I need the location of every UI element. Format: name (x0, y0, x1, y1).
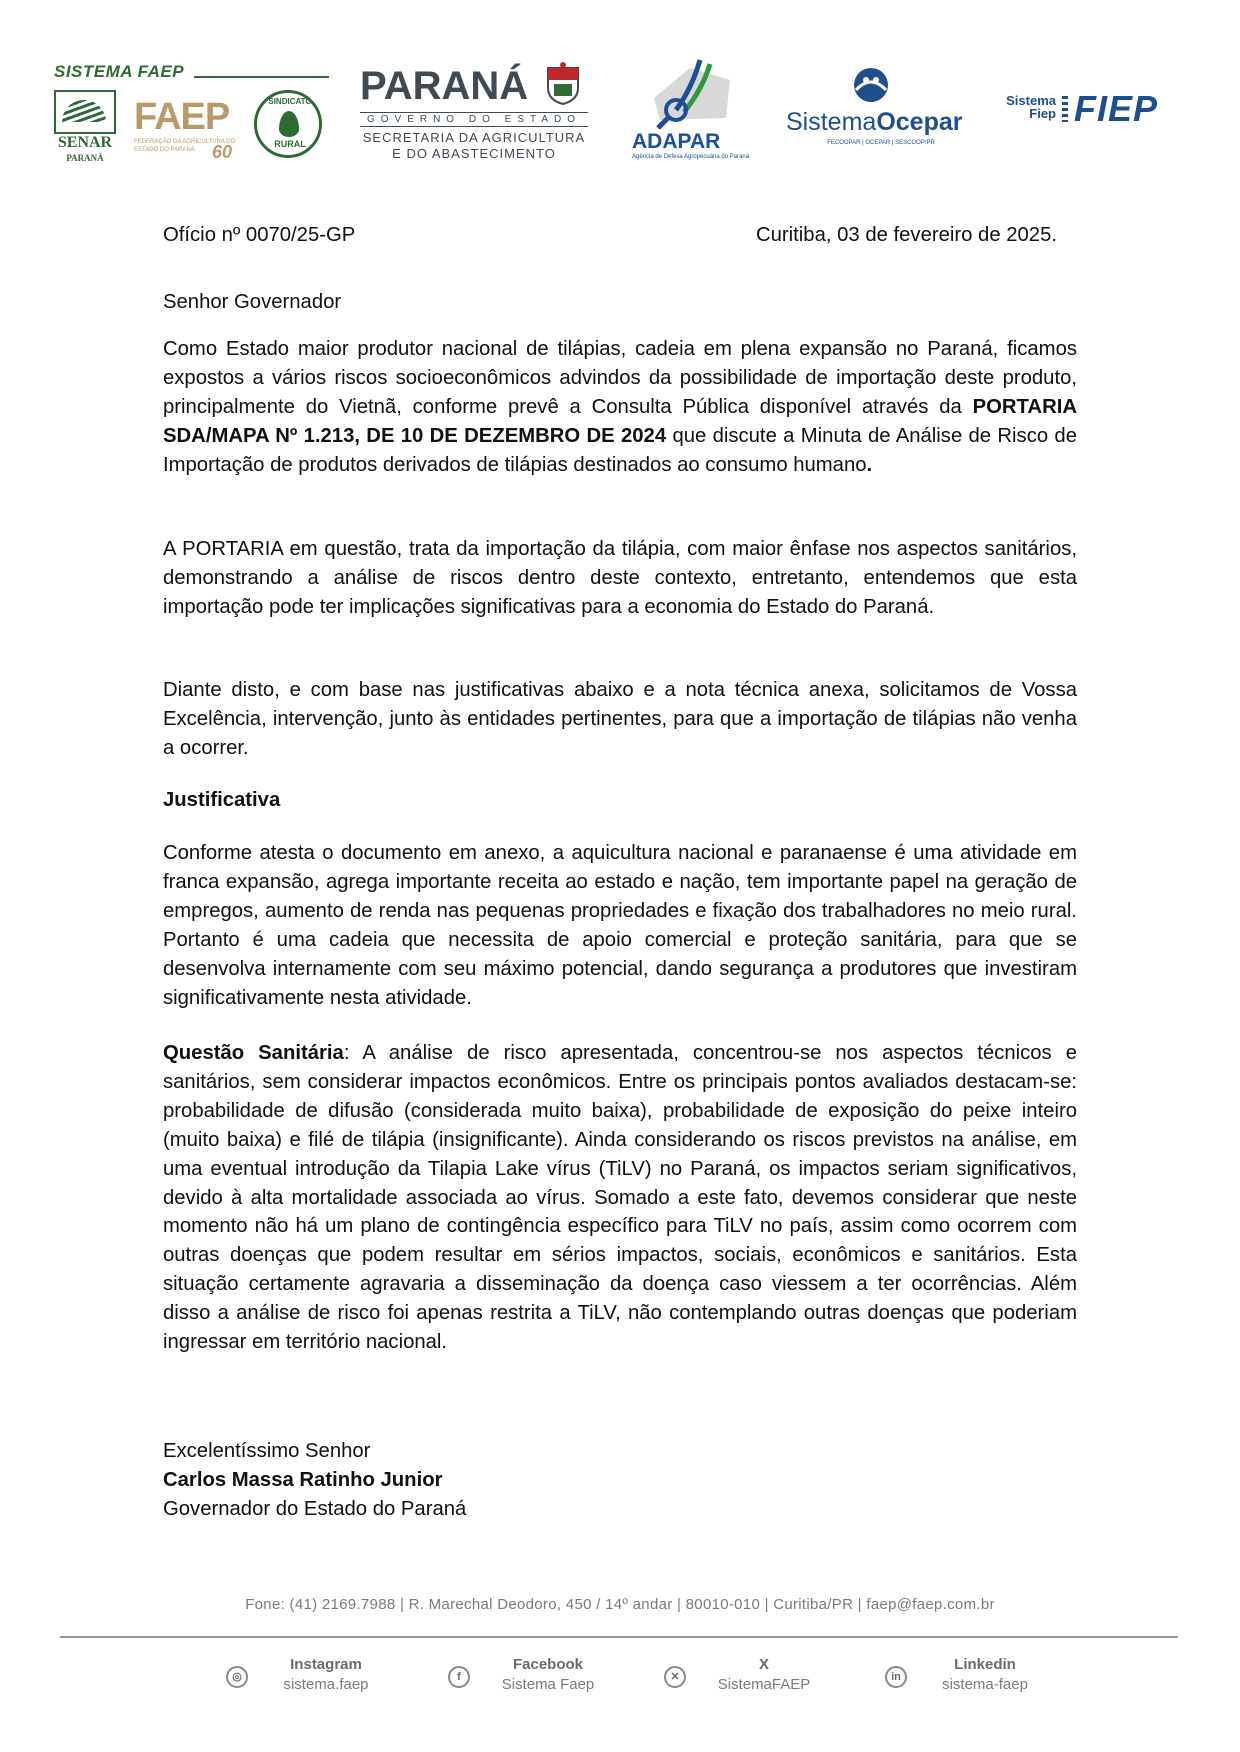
social-handle: SistemaFAEP (717, 1676, 811, 1693)
closing-addressee-title: Excelentíssimo Senhor (163, 1440, 371, 1462)
letter-date: Curitiba, 03 de fevereiro de 2025. (755, 224, 1057, 246)
secretaria-line-1: SECRETARIA DA AGRICULTURA (362, 130, 586, 145)
adapar-name: ADAPAR (632, 130, 721, 153)
footer-divider (60, 1636, 1178, 1638)
instagram-icon: ◎ (226, 1666, 248, 1688)
sindicato-label: SINDICATO (268, 97, 312, 106)
faep-name: FAEP (134, 96, 230, 138)
paragraph-3: Diante disto, e com base nas justificativas abaixo e a nota técnica anexa, solicitamos de Vossa Excelência, intervenção, junto às entidades pertinentes, para que a importação de tilápias não venha a ocorrer. (163, 679, 1077, 759)
oficio-number: Ofício nº 0070/25-GP (163, 224, 356, 246)
questao-sanitaria-label: Questão Sanitária (163, 1042, 344, 1064)
leaf-icon (279, 111, 299, 137)
closing-addressee-role: Governador do Estado do Paraná (163, 1498, 467, 1520)
social-facebook[interactable] (448, 1656, 628, 1706)
senar-name: SENAR (57, 134, 113, 151)
portaria-reference: PORTARIA SDA/MAPA Nº 1.213, DE 10 DE DEZEMBRO DE 2024 (163, 395, 1077, 447)
ocepar-globe-icon (848, 64, 894, 106)
paragraph-2: A PORTARIA em questão, trata da importação da tilápia, com maior ênfase nos aspectos sanitários, demonstrando a análise de riscos dentro deste contexto, entretanto, entendemos que esta importação pode ter implicações significativas para a economia do Estado do Paraná. (163, 538, 1077, 618)
parana-name: PARANÁ (360, 64, 529, 108)
social-network-name: X (758, 1656, 769, 1673)
ocepar-subtitle: FECOOPAR | OCEPAR | SESCOOP/PR (827, 140, 935, 146)
salutation: Senhor Governador (163, 291, 342, 313)
paragraph-questao-sanitaria: Questão Sanitária: A análise de risco apresentada, concentrou-se nos aspectos técnicos e sanitários, sem considerar impactos econômicos. Entre os principais pontos avaliados destacam-se: probabilidade de difusão (considerada muito baixa), probabilidade de exposição do peixe inteiro (muito baixa) e filé de tilápia (insignificante). Ainda considerando os riscos previstos na análise, em uma eventual introdução da Tilapia Lake vírus (TiLV) no Paraná, os impactos seriam significativos, devido à alta mortalidade associada ao vírus. Somado a este fato, devemos considerar que neste momento não há um plano de contingência específico para TiLV no país, assim como ocorrem com outras doenças que podem resultar em sérios impactos, sociais, econômicos e sanitários. Esta situação certamente agravaria a disseminação da doença caso viessem a ter ocorrências. Além disso a análise de risco foi apenas restrita a TiLV, não contemplando outras doenças que poderiam ingressar em território nacional. (163, 1042, 1077, 1354)
social-handle: Sistema Faep (501, 1676, 595, 1693)
social-handle: sistema-faep (942, 1676, 1028, 1693)
sistema-fiep-logo (996, 90, 1180, 130)
sindicato-rural-logo (254, 90, 322, 158)
fiep-name: FIEP (1074, 88, 1159, 129)
sistema-fiep-label: Sistema Fiep (1006, 93, 1056, 121)
fiep-bars-icon (1062, 96, 1068, 122)
closing-addressee-name: Carlos Massa Ratinho Junior (163, 1469, 443, 1491)
adapar-logo (626, 58, 756, 166)
faep-subtitle: FEDERAÇÃO DA AGRICULTURA DO ESTADO DO PARANÁ (134, 139, 236, 153)
x-icon: ✕ (664, 1666, 686, 1688)
ocepar-name: SistemaOcepar (786, 108, 963, 136)
social-network-name: Linkedin (954, 1656, 1016, 1673)
senar-logo (54, 90, 114, 162)
sistema-ocepar-logo (786, 64, 964, 154)
sistema-faep-rule (194, 76, 329, 78)
governo-do-estado: GOVERNO DO ESTADO (360, 112, 588, 127)
linkedin-icon: in (885, 1666, 907, 1688)
adapar-subtitle: Agência de Defesa Agropecuária do Paraná (632, 154, 750, 160)
parana-government-logo (360, 60, 592, 162)
paragraph-1: Como Estado maior produtor nacional de tilápias, cadeia em plena expansão no Paraná, ficamos expostos a vários riscos socioeconômicos advindos da possibilidade de importação deste produto, principalmente do Vietnã, conforme prevê a Consulta Pública disponível através da PORTARIA SDA/MAPA Nº 1.213, DE 10 DE DEZEMBRO DE 2024 que discute a Minuta de Análise de Risco de Importação de produtos derivados de tilápias destinados ao consumo humano. (163, 338, 1077, 476)
social-instagram[interactable] (226, 1656, 406, 1706)
social-linkedin[interactable] (885, 1656, 1065, 1706)
social-network-name: Instagram (290, 1656, 362, 1673)
footer-contact-line: Fone: (41) 2169.7988 | R. Marechal Deodoro, 450 / 14º andar | 80010-010 | Curitiba/PR | faep@faep.com.br (245, 1596, 995, 1613)
sistema-faep-logo (54, 58, 329, 166)
social-handle: sistema.faep (283, 1676, 369, 1693)
justificativa-heading: Justificativa (163, 789, 281, 811)
senar-emblem-icon (54, 90, 116, 134)
senar-subtitle: PARANÁ (66, 153, 104, 163)
rural-label: RURAL (274, 139, 306, 149)
social-network-name: Facebook (512, 1656, 584, 1673)
parana-coat-of-arms-icon (544, 62, 582, 106)
faep-60-years: 60 (212, 142, 233, 162)
facebook-icon: f (448, 1666, 470, 1688)
paragraph-justificativa: Conforme atesta o documento em anexo, a aquicultura nacional e paranaense é uma atividade em franca expansão, agrega importante receita ao estado e nação, tem importante papel na geração de empregos, aumento de renda nas pequenas propriedades e fixação dos trabalhadores no meio rural. Portanto é uma cadeia que necessita de apoio comercial e proteção sanitária, para que se desenvolva internamente com seu máximo potencial, dando segurança a produtores que investiram significativamente nesta atividade. (163, 842, 1077, 1009)
secretaria-line-2: E DO ABASTECIMENTO (392, 146, 556, 161)
social-x[interactable] (664, 1656, 844, 1706)
adapar-emblem-icon (640, 58, 740, 130)
sistema-faep-label: SISTEMA FAEP (54, 62, 185, 81)
